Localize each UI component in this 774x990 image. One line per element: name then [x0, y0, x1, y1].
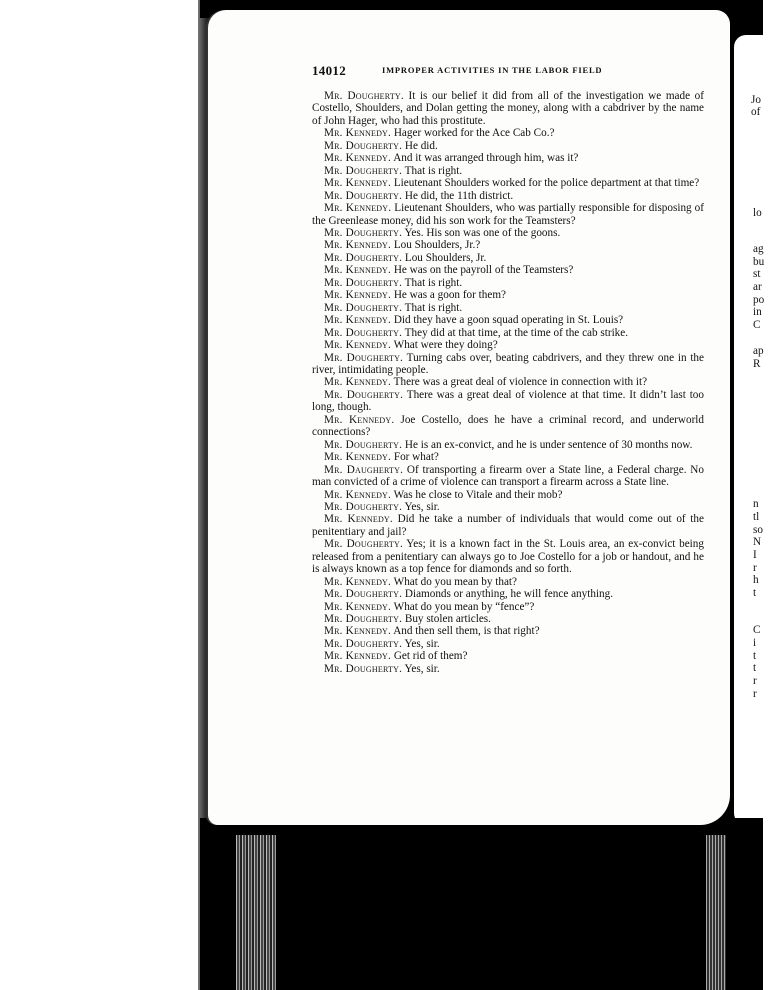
scan-left-margin	[0, 0, 208, 990]
speaker-name: Mr. Dougherty.	[324, 538, 403, 551]
facing-page-fragment: ar	[753, 281, 762, 293]
transcript-paragraph	[312, 327, 704, 339]
transcript-paragraph	[312, 625, 704, 637]
facing-page-fragment: I	[753, 549, 757, 561]
speaker-name: Mr. Dougherty.	[324, 326, 403, 339]
facing-page-fragment: po	[753, 294, 765, 306]
transcript-paragraph	[312, 177, 704, 189]
speaker-name: Mr. Dougherty.	[324, 613, 403, 626]
transcript-paragraph	[312, 90, 704, 127]
transcript-paragraph	[312, 601, 704, 613]
facing-page-fragment: n	[753, 498, 759, 510]
speaker-name: Mr. Dougherty.	[324, 251, 403, 264]
statement-text: That is right.	[402, 301, 463, 314]
speaker-name: Mr. Dougherty.	[324, 164, 403, 177]
facing-page-fragment: N	[753, 536, 762, 548]
statement-text: It is our belief it did from all of the investigation we made of Costello, Shoulders, and Dolan getting the money, along with a cabdriver by the name of John Hager, who had this prostitute.	[312, 90, 704, 127]
transcript-paragraph	[312, 264, 704, 276]
speaker-name: Mr. Dougherty.	[324, 637, 403, 650]
statement-text: What do you mean by “fence”?	[391, 600, 535, 613]
statement-text: Of transporting a firearm over a State line, a Federal charge. No man convicted of a crime of violence can transport a firearm across a State line.	[312, 463, 704, 489]
speaker-name: Mr. Kennedy.	[324, 650, 392, 663]
speaker-name: Mr. Kennedy.	[324, 513, 393, 526]
facing-page-fragment: tl	[753, 511, 760, 523]
transcript-paragraph	[312, 613, 704, 625]
speaker-name: Mr. Dougherty.	[324, 388, 404, 401]
statement-text: And then sell them, is that right?	[391, 625, 540, 638]
transcript-paragraph	[312, 464, 704, 489]
transcript-paragraph	[312, 152, 704, 164]
facing-page-fragment: t	[753, 650, 757, 662]
running-head: IMPROPER ACTIVITIES IN THE LABOR FIELD	[382, 65, 603, 75]
statement-text: Yes; it is a known fact in the St. Louis area, an ex-convict being released from a penitentiary can always go to Joe Costello for a job or handout, and he is always known as a top fence for diamonds and so forth.	[312, 538, 704, 576]
speaker-name: Mr. Dougherty.	[324, 139, 403, 152]
statement-text: What do you mean by that?	[391, 575, 517, 588]
page-header	[312, 63, 712, 79]
transcript-paragraph	[312, 339, 704, 351]
page-stack-edge-right	[706, 835, 726, 990]
statement-text: Yes, sir.	[402, 662, 440, 675]
speaker-name: Mr. Kennedy.	[324, 289, 392, 302]
speaker-name: Mr. Kennedy.	[324, 264, 392, 277]
speaker-name: Mr. Dougherty.	[324, 301, 403, 314]
transcript-paragraph	[312, 302, 704, 314]
transcript-body	[312, 90, 704, 675]
statement-text: He is an ex-convict, and he is under sentence of 30 months now.	[402, 438, 693, 451]
speaker-name: Mr. Kennedy.	[324, 339, 392, 352]
speaker-name: Mr. Dougherty.	[324, 500, 403, 513]
statement-text: Yes, sir.	[402, 500, 440, 513]
statement-text: What were they doing?	[391, 339, 498, 352]
speaker-name: Mr. Daugherty.	[324, 463, 404, 476]
transcript-paragraph	[312, 277, 704, 289]
transcript-paragraph	[312, 376, 704, 388]
facing-page-fragment: C	[753, 624, 761, 636]
speaker-name: Mr. Dougherty.	[324, 226, 403, 239]
facing-page-fragment: ap	[753, 345, 764, 357]
speaker-name: Mr. Dougherty.	[324, 662, 403, 675]
transcript-paragraph	[312, 451, 704, 463]
facing-page-fragment: C	[753, 319, 761, 331]
statement-text: Lou Shoulders, Jr.?	[391, 239, 481, 252]
transcript-paragraph	[312, 190, 704, 202]
transcript-paragraph	[312, 239, 704, 251]
transcript-paragraph	[312, 352, 704, 377]
speaker-name: Mr. Dougherty.	[324, 438, 403, 451]
statement-text: Get rid of them?	[391, 650, 468, 663]
facing-page-fragment: Jo	[751, 94, 761, 106]
statement-text: They did at that time, at the time of the cab strike.	[402, 326, 629, 339]
facing-page-fragment: ag	[753, 243, 764, 255]
transcript-paragraph	[312, 252, 704, 264]
statement-text: Turning cabs over, beating cabdrivers, and they threw one in the river, intimidating people.	[312, 351, 704, 376]
transcript-paragraph	[312, 501, 704, 513]
statement-text: For what?	[391, 451, 439, 464]
speaker-name: Mr. Kennedy.	[324, 239, 392, 252]
speaker-name: Mr. Kennedy.	[324, 413, 395, 426]
speaker-name: Mr. Kennedy.	[324, 625, 392, 638]
statement-text: Joe Costello, does he have a criminal record, and underworld connections?	[312, 413, 704, 439]
speaker-name: Mr. Dougherty.	[324, 351, 404, 364]
facing-page-fragment: t	[753, 662, 757, 674]
facing-page-fragment: t	[753, 587, 757, 599]
statement-text: He did.	[402, 139, 438, 152]
speaker-name: Mr. Dougherty.	[324, 276, 403, 289]
facing-page-fragment: h	[753, 574, 759, 586]
page-number: 14012	[312, 63, 346, 78]
statement-text: Yes, sir.	[402, 637, 440, 650]
statement-text: Hager worked for the Ace Cab Co.?	[391, 127, 555, 140]
facing-page-fragment: r	[753, 562, 757, 574]
transcript-paragraph	[312, 513, 704, 538]
facing-page-fragment: r	[753, 688, 757, 700]
statement-text: That is right.	[402, 276, 463, 289]
speaker-name: Mr. Kennedy.	[324, 451, 392, 464]
transcript-paragraph	[312, 202, 704, 227]
transcript-paragraph	[312, 127, 704, 139]
transcript-paragraph	[312, 289, 704, 301]
speaker-name: Mr. Dougherty.	[324, 90, 404, 102]
transcript-paragraph	[312, 389, 704, 414]
transcript-paragraph	[312, 414, 704, 439]
statement-text: And it was arranged through him, was it?	[391, 152, 579, 165]
transcript-paragraph	[312, 588, 704, 600]
facing-page-fragment: i	[753, 637, 757, 649]
transcript-paragraph	[312, 489, 704, 501]
statement-text: Lieutenant Shoulders worked for the police department at that time?	[391, 177, 700, 190]
transcript-paragraph	[312, 538, 704, 575]
facing-page-edge	[734, 35, 774, 825]
transcript-paragraph	[312, 227, 704, 239]
speaker-name: Mr. Dougherty.	[324, 189, 403, 202]
facing-page-fragment: in	[753, 306, 762, 318]
statement-text: Did they have a goon squad operating in St. Louis?	[391, 314, 624, 327]
facing-page-fragment: bu	[753, 256, 765, 268]
transcript-paragraph	[312, 140, 704, 152]
speaker-name: Mr. Kennedy.	[324, 575, 392, 588]
facing-page-fragment: R	[753, 358, 761, 370]
transcript-paragraph	[312, 314, 704, 326]
facing-page-fragment: lo	[753, 207, 762, 219]
speaker-name: Mr. Kennedy.	[324, 152, 392, 165]
speaker-name: Mr. Kennedy.	[324, 202, 392, 215]
statement-text: Did he take a number of individuals that would come out of the penitentiary and jail?	[312, 513, 704, 538]
page-stack-edge	[236, 835, 276, 990]
facing-page-fragment: r	[753, 675, 757, 687]
statement-text: Yes. His son was one of the goons.	[402, 226, 561, 239]
speaker-name: Mr. Kennedy.	[324, 488, 392, 501]
statement-text: There was a great deal of violence at that time. It didn’t last too long, though.	[312, 388, 704, 414]
speaker-name: Mr. Kennedy.	[324, 127, 392, 140]
statement-text: He did, the 11th district.	[402, 189, 514, 202]
transcript-paragraph	[312, 165, 704, 177]
transcript-paragraph	[312, 439, 704, 451]
statement-text: That is right.	[402, 164, 463, 177]
speaker-name: Mr. Kennedy.	[324, 177, 392, 190]
transcript-paragraph	[312, 650, 704, 662]
transcript-paragraph	[312, 638, 704, 650]
statement-text: He was on the payroll of the Teamsters?	[391, 264, 574, 277]
statement-text: Buy stolen articles.	[402, 613, 491, 626]
scan-bottom-edge	[200, 818, 763, 990]
speaker-name: Mr. Dougherty.	[324, 588, 403, 601]
facing-page-fragment: st	[753, 268, 761, 280]
speaker-name: Mr. Kennedy.	[324, 376, 392, 389]
statement-text: Was he close to Vitale and their mob?	[391, 488, 563, 501]
speaker-name: Mr. Kennedy.	[324, 600, 392, 613]
statement-text: Diamonds or anything, he will fence anything.	[402, 588, 614, 601]
statement-text: There was a great deal of violence in connection with it?	[391, 376, 648, 389]
statement-text: He was a goon for them?	[391, 289, 506, 302]
statement-text: Lieutenant Shoulders, who was partially responsible for disposing of the Greenlease money, did his son work for the Teamsters?	[312, 202, 704, 227]
speaker-name: Mr. Kennedy.	[324, 314, 392, 327]
transcript-paragraph	[312, 663, 704, 675]
facing-page-fragment: so	[753, 524, 763, 536]
facing-page-fragment: of	[751, 106, 761, 118]
statement-text: Lou Shoulders, Jr.	[402, 251, 487, 264]
transcript-paragraph	[312, 576, 704, 588]
